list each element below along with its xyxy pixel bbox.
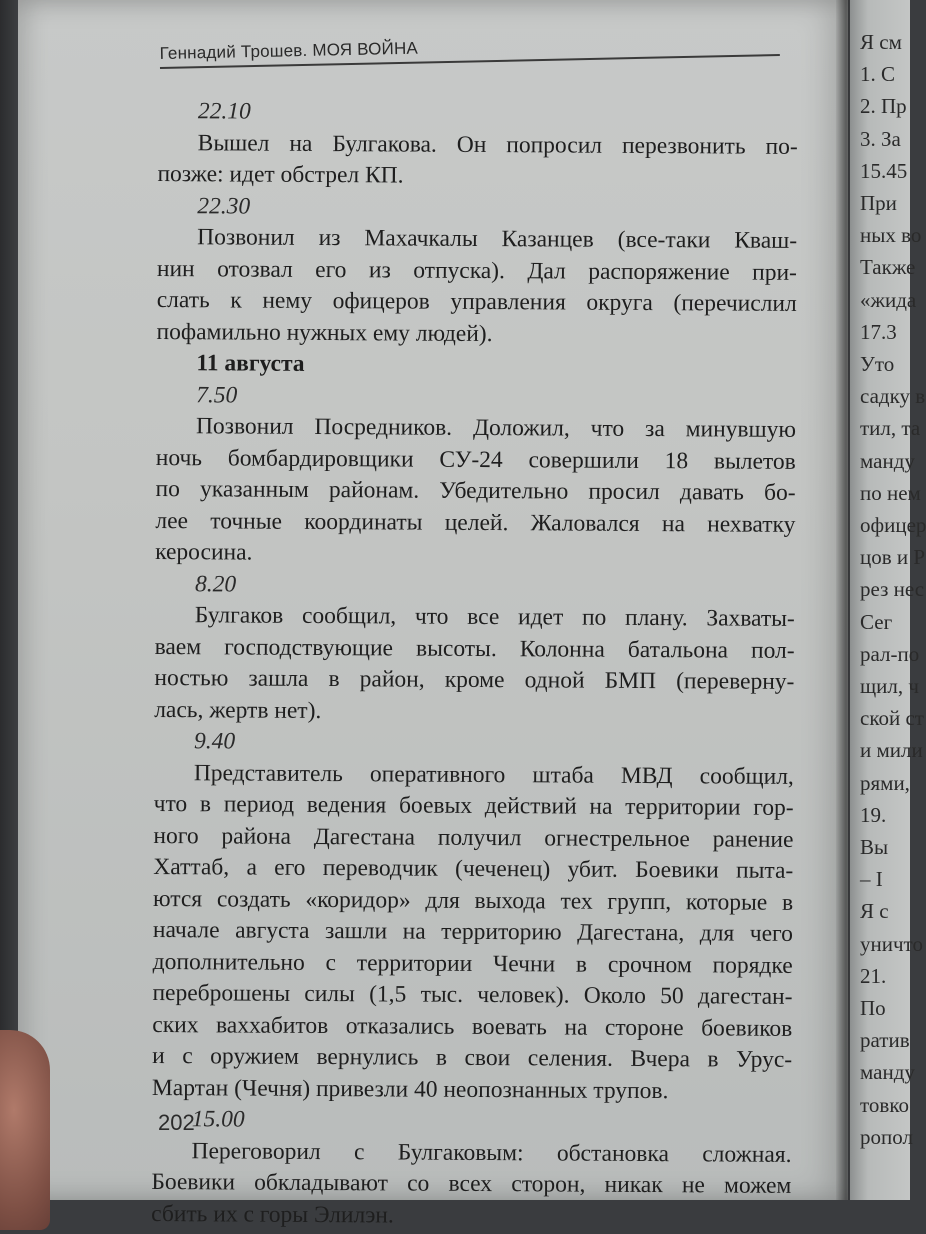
- text-line: позже: идет обстрел КП.: [157, 160, 404, 189]
- text-line: Булгаков сообщил, что все идет по плану. Захваты-: [194, 602, 795, 632]
- right-page-line: манду: [860, 448, 915, 473]
- text-line: Переговорил с Булгаковым: обстановка сложная.: [191, 1137, 792, 1168]
- right-page-line: Сег: [860, 609, 893, 634]
- right-page-line: Я с: [860, 899, 889, 924]
- right-page-edge: [850, 0, 926, 1200]
- right-page-line: Уто: [860, 352, 895, 376]
- right-page-line: По: [860, 996, 886, 1020]
- text-line: слать к нему офицеров управления округа (перечислил: [156, 286, 797, 317]
- text-line: и с оружием вернулись в свои селения. Вчера в Урус-: [152, 1042, 793, 1073]
- entry-time: 7.50: [196, 381, 238, 408]
- text-line: Представитель оперативного штаба МВД сообщил,: [193, 759, 794, 790]
- entry-time: 22.10: [197, 98, 251, 125]
- right-page-line: 21.: [860, 963, 887, 988]
- text-line: Боевики обкладывают со всех сторон, никак не можем: [151, 1168, 792, 1199]
- right-page-line: щил, ч: [860, 674, 919, 698]
- text-line: пофамильно нужных ему людей).: [156, 318, 493, 347]
- right-page-line: рал-по: [860, 641, 920, 666]
- text-line: Позвонил из Махачкалы Казанцев (все-таки Кваш-: [197, 224, 798, 254]
- text-line: лее точные координаты целей. Жаловался на нехватку: [155, 507, 796, 538]
- right-page-line: Вы: [860, 835, 889, 859]
- right-page-line: 2. Пр: [860, 94, 907, 119]
- text-line: Вышел на Булгакова. Он попросил перезвонить по-: [197, 129, 798, 160]
- entry-time: 22.30: [197, 192, 251, 220]
- right-page-line: товко: [860, 1092, 909, 1117]
- text-line: ночь бомбардировщики СУ-24 совершили 18 вылетов: [155, 444, 796, 475]
- right-page-line: 15.45: [860, 158, 908, 183]
- text-line: ного района Дагестана получил огнестрельное ранение: [153, 822, 794, 853]
- entry-date: 11 августа: [196, 350, 305, 377]
- text-line: сбить их с горы Элилэн.: [151, 1200, 394, 1228]
- page-body: [151, 96, 798, 1234]
- text-line: ются создать «коридор» для выхода тех групп, которые в: [153, 885, 794, 916]
- right-page-line: ных во: [860, 223, 922, 248]
- right-page-line: ратив: [860, 1028, 910, 1053]
- entry-time: 15.00: [191, 1106, 245, 1133]
- right-page-line: уничто: [860, 931, 923, 956]
- text-line: лась, жертв нет).: [154, 696, 322, 724]
- text-line: начале августа зашли на территорию Дагестана, для чего: [152, 916, 793, 947]
- text-line: Позвонил Посредников. Доложил, что за минувшую: [195, 413, 797, 443]
- entry-time: 8.20: [194, 570, 237, 597]
- running-head-author: Геннадий Трошев.: [159, 40, 308, 64]
- text-line: Хаттаб, а его переводчик (чеченец) убит. Боевики пыта-: [153, 853, 794, 884]
- right-page-line: Также: [860, 255, 916, 280]
- right-page-line: манду: [860, 1060, 915, 1085]
- page-number: 202: [158, 1110, 195, 1135]
- text-line: нин отозвал его из отпуска). Дал распоряжение при-: [156, 255, 798, 286]
- text-line: дополнительно с территории Чечни в срочном порядке: [152, 948, 793, 979]
- right-page-line: 1. С: [860, 62, 896, 87]
- right-page-line: рез нес: [860, 577, 925, 602]
- right-page-line: При: [860, 191, 897, 215]
- right-page-line: 17.3: [860, 319, 897, 344]
- right-page-line: 3. За: [860, 126, 901, 151]
- right-page-line: и мили: [860, 738, 923, 763]
- right-page-line: ропол: [860, 1124, 913, 1149]
- right-page-line: рями,: [860, 770, 910, 795]
- right-page-line: – I: [860, 867, 883, 892]
- text-line: ских ваххабитов отказались воевать на стороне боевиков: [152, 1011, 793, 1042]
- right-page-line: цов и Р: [860, 545, 926, 570]
- text-line: Мартан (Чечня) привезли 40 неопознанных трупов.: [151, 1074, 669, 1104]
- text-line: керосина.: [155, 538, 253, 566]
- right-page-line: Я см: [860, 30, 902, 54]
- text-line: по указанным районам. Убедительно просил давать бо-: [155, 475, 796, 506]
- right-page-line: по нем: [860, 480, 921, 505]
- text-line: ностью зашла в район, кроме одной БМП (переверну-: [154, 664, 795, 695]
- right-page-line: ской ст: [860, 706, 924, 731]
- text-line: что в период ведения боевых действий на территории гор-: [153, 790, 794, 821]
- entry-time: 9.40: [193, 728, 236, 755]
- right-page-line: «жида: [860, 287, 917, 312]
- running-head-title: МОЯ ВОЙНА: [312, 38, 419, 60]
- right-page-line: садку в: [860, 384, 926, 409]
- text-line: ваем господствующие высоты. Колонна батальона пол-: [154, 633, 795, 664]
- thumb: [0, 1030, 50, 1230]
- text-line: переброшены силы (1,5 тыс. человек). Около 50 дагестан-: [152, 979, 793, 1010]
- right-page-line: тил, та: [860, 416, 921, 441]
- right-page-line: офицер: [860, 513, 926, 537]
- right-page-line: 19.: [860, 802, 887, 827]
